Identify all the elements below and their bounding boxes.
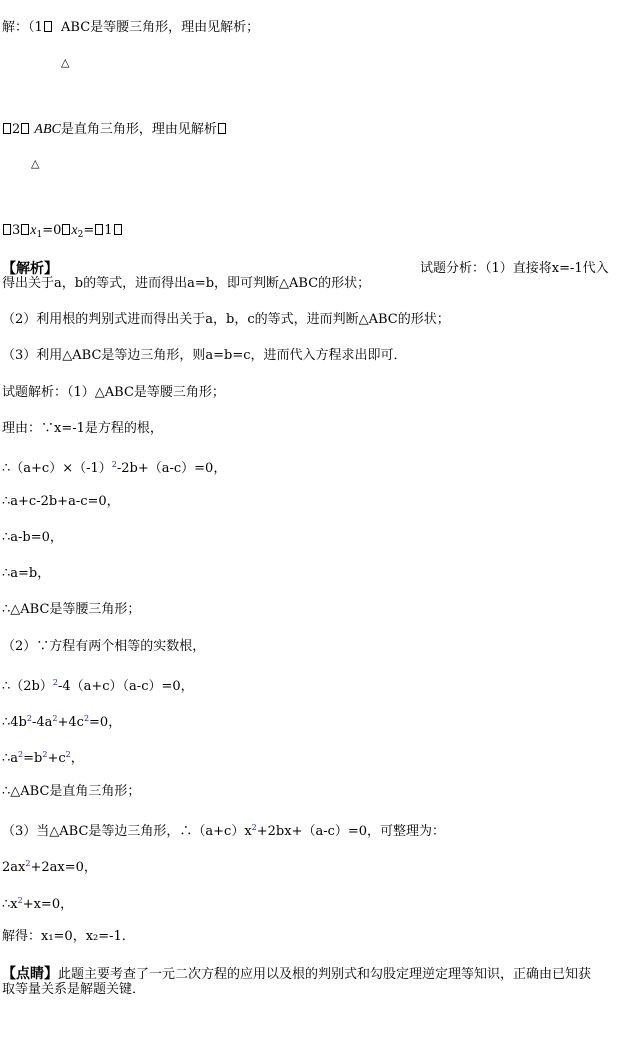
solution-line-9: $\therefore(2b)^2-4(a+c)(a-c)=0$， [2,678,194,694]
solution-line-1: 试题解析：（1）△ABC是等腰三角形； [2,385,225,400]
missing-glyph-box [62,224,70,235]
solution-line-13: （3）当△ABC是等边三角形，$\therefore(a+c)x^2+2bx+(a-c)=0$，可整理为： [2,823,446,839]
solution-line-11: $\therefore a^2=b^2+c^2$， [2,750,84,766]
solution-line-15: $\therefore x^2+x=0$， [2,896,74,912]
missing-glyph-box [114,224,122,235]
comment-line-2: 取等量关系是解题关键． [2,982,146,997]
triangle-icon: △ [31,157,40,170]
answer-line-3: 3 $x_1=0$ $x_2= 1$ [2,223,123,243]
answer-3-prefix: 3 [12,223,21,238]
analysis-p3: （3）利用△ABC是等边三角形，则a=b=c，进而代入方程求出即可． [2,348,407,363]
solution-line-10: $\therefore 4b^2-4a^2+4c^2=0$， [2,714,122,730]
missing-glyph-box [44,21,52,32]
answer-line-2 [2,122,227,138]
answer-2-prefix: 2 [12,122,21,137]
solution-line-8: （2）∵方程有两个相等的实数根， [2,639,206,654]
solution-line-12: ∴△ABC是直角三角形； [2,784,141,799]
solution-line-14: $2ax^2+2ax=0$， [2,859,97,875]
solution-line-3: $\therefore(a+c)\times(-1)^2-2b+(a-c)=0$， [2,460,227,476]
analysis-intro-left: 得出关于a，b的等式，进而得出a=b，即可判断△ABC的形状； [2,276,371,291]
triangle-icon: △ [61,56,70,69]
solution-line-7: ∴△ABC是等腰三角形； [2,602,141,617]
comment-line-1: 【点睛】此题主要考查了一元二次方程的应用以及根的判别式和勾股定理逆定理等知识，正确由已知获 [2,966,592,982]
answer-2-abc: ABC [34,122,61,137]
solution-line-16: 解得：x₁=0，x₂=-1． [2,929,135,944]
analysis-heading: 【解析】 [2,261,58,277]
answer-2-text: 是直角三角形，理由见解析 [60,122,217,137]
answer-1-prefix: 解：（1 [2,20,43,35]
comment-heading: 【点睛】 [2,966,58,982]
solution-line-5: ∴a-b=0， [2,530,63,545]
answer-line-1 [2,20,259,36]
missing-glyph-box [3,123,11,134]
solution-line-2: 理由：∵x=-1是方程的根， [2,421,163,436]
answer-1-text: ABC是等腰三角形，理由见解析； [61,20,260,35]
solution-line-6: ∴a=b， [2,566,51,581]
missing-glyph-box [95,224,103,235]
missing-glyph-box [21,224,29,235]
analysis-intro-right: 试题分析：（1）直接将x=-1代入 [420,261,609,276]
missing-glyph-box [21,123,29,134]
solution-line-4: ∴a+c-2b+a-c=0， [2,494,120,509]
missing-glyph-box [218,123,226,134]
analysis-p2: （2）利用根的判别式进而得出关于a，b，c的等式，进而判断△ABC的形状； [2,312,450,327]
var-x: x [30,223,37,238]
missing-glyph-box [3,224,11,235]
